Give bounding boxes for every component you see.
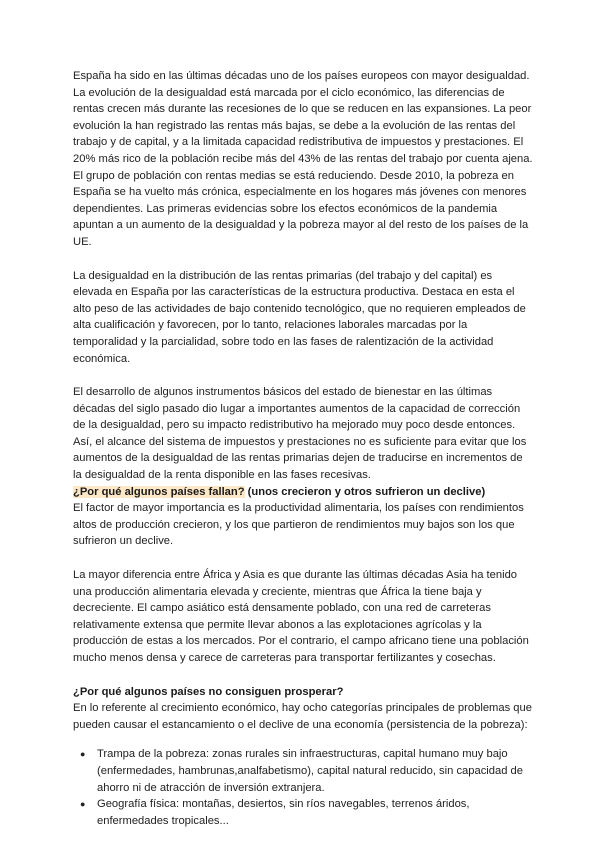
paragraph-economic-growth: En lo referente al crecimiento económico, hay ocho categorías principales de problemas que pueden causar el estancamiento o el declive de una economía (persistencia de la pobreza): — [73, 702, 532, 731]
document-body — [73, 68, 533, 829]
paragraph-welfare-state: El desarrollo de algunos instrumentos básicos del estado de bienestar en las últimas décadas del siglo pasado dio lugar a importantes aumentos de la capacidad de corrección de la desigualdad, pero su impacto redistributivo ha mejorado muy poco desde entonces. Así, el alcance del sistema de impuestos y prestaciones no es suficiente para evitar que los aumentos de la desigualdad de las rentas primarias dejen de traducirse en incrementos de la desigualdad de la renta disponible en las fases recesivas. — [73, 386, 527, 482]
list-item — [80, 796, 533, 829]
list-item-text: Trampa de la pobreza: zonas rurales sin infraestructuras, capital humano muy bajo (enfermedades, hambrunas,analfabetismo), capital natural reducido, sin capacidad de ahorro ni de atracción de inversión extranjera. — [97, 748, 523, 794]
problem-list — [73, 746, 533, 829]
list-item — [80, 746, 533, 796]
paragraph-inequality-spain: España ha sido en las últimas décadas uno de los países europeos con mayor desigualdad. La evolución de la desigualdad está marcada por el ciclo económico, las diferencias de rentas crecen más durante las recesiones de lo que se reducen en las expansiones. La peor evolución la han registrado las rentas más bajas, se debe a la evolución de las rentas del trabajo y de capital, y a la limitada capacidad redistributiva de impuestos y prestaciones. El 20% más rico de la población recibe más del 43% de las rentas del trabajo por cuenta ajena. El grupo de población con rentas medias se está reduciendo. Desde 2010, la pobreza en España se ha vuelto más crónica, especialmente en los hogares más jóvenes con menores dependientes. Las primeras evidencias sobre los efectos económicos de la pandemia apuntan a un aumento de la desigualdad y la pobreza mayor al del resto de los países de la UE. — [73, 70, 533, 248]
heading-subtitle: (unos crecieron y otros sufrieron un declive) — [244, 485, 486, 498]
bullet-icon: ● — [80, 799, 86, 810]
list-item-text: Geografía física: montañas, desiertos, sin ríos navegables, terrenos áridos, enfermedades tropicales... — [97, 798, 470, 827]
heading-why-countries-fail — [73, 484, 533, 501]
paragraph-africa-asia: La mayor diferencia entre África y Asia es que durante las últimas décadas Asia ha tenido una producción alimentaria elevada y creciente, mientras que África la tiene baja y decreciente. El campo asiático está densamente poblado, con una red de carreteras relativamente extensa que permite llevar abonos a las explotaciones agrícolas y la producción de estas a los mercados. Por el contrario, el campo africano tiene una población mucho menos densa y carece de carreteras para transportar fertilizantes y cosechas. — [73, 569, 529, 664]
bullet-icon: ● — [80, 749, 86, 760]
highlighted-question: ¿Por qué algunos países fallan? — [73, 485, 245, 498]
paragraph-food-productivity: El factor de mayor importancia es la productividad alimentaria, los países con rendimientos altos de producción crecieron, y los que partieron de rendimientos muy bajos son los que sufrieron un declive. — [73, 502, 524, 548]
heading-why-not-prosper: ¿Por qué algunos países no consiguen prosperar? — [73, 685, 344, 698]
paragraph-primary-income: La desigualdad en la distribución de las rentas primarias (del trabajo y del capital) es elevada en España por las características de la estructura productiva. Destaca en esta el alto peso de las actividades de bajo contenido tecnológico, que no requieren empleados de alta cualificación y favorecen, por lo tanto, relaciones laborales marcadas por la temporalidad y la parcialidad, sobre todo en las fases de ralentización de la actividad económica. — [73, 269, 526, 365]
